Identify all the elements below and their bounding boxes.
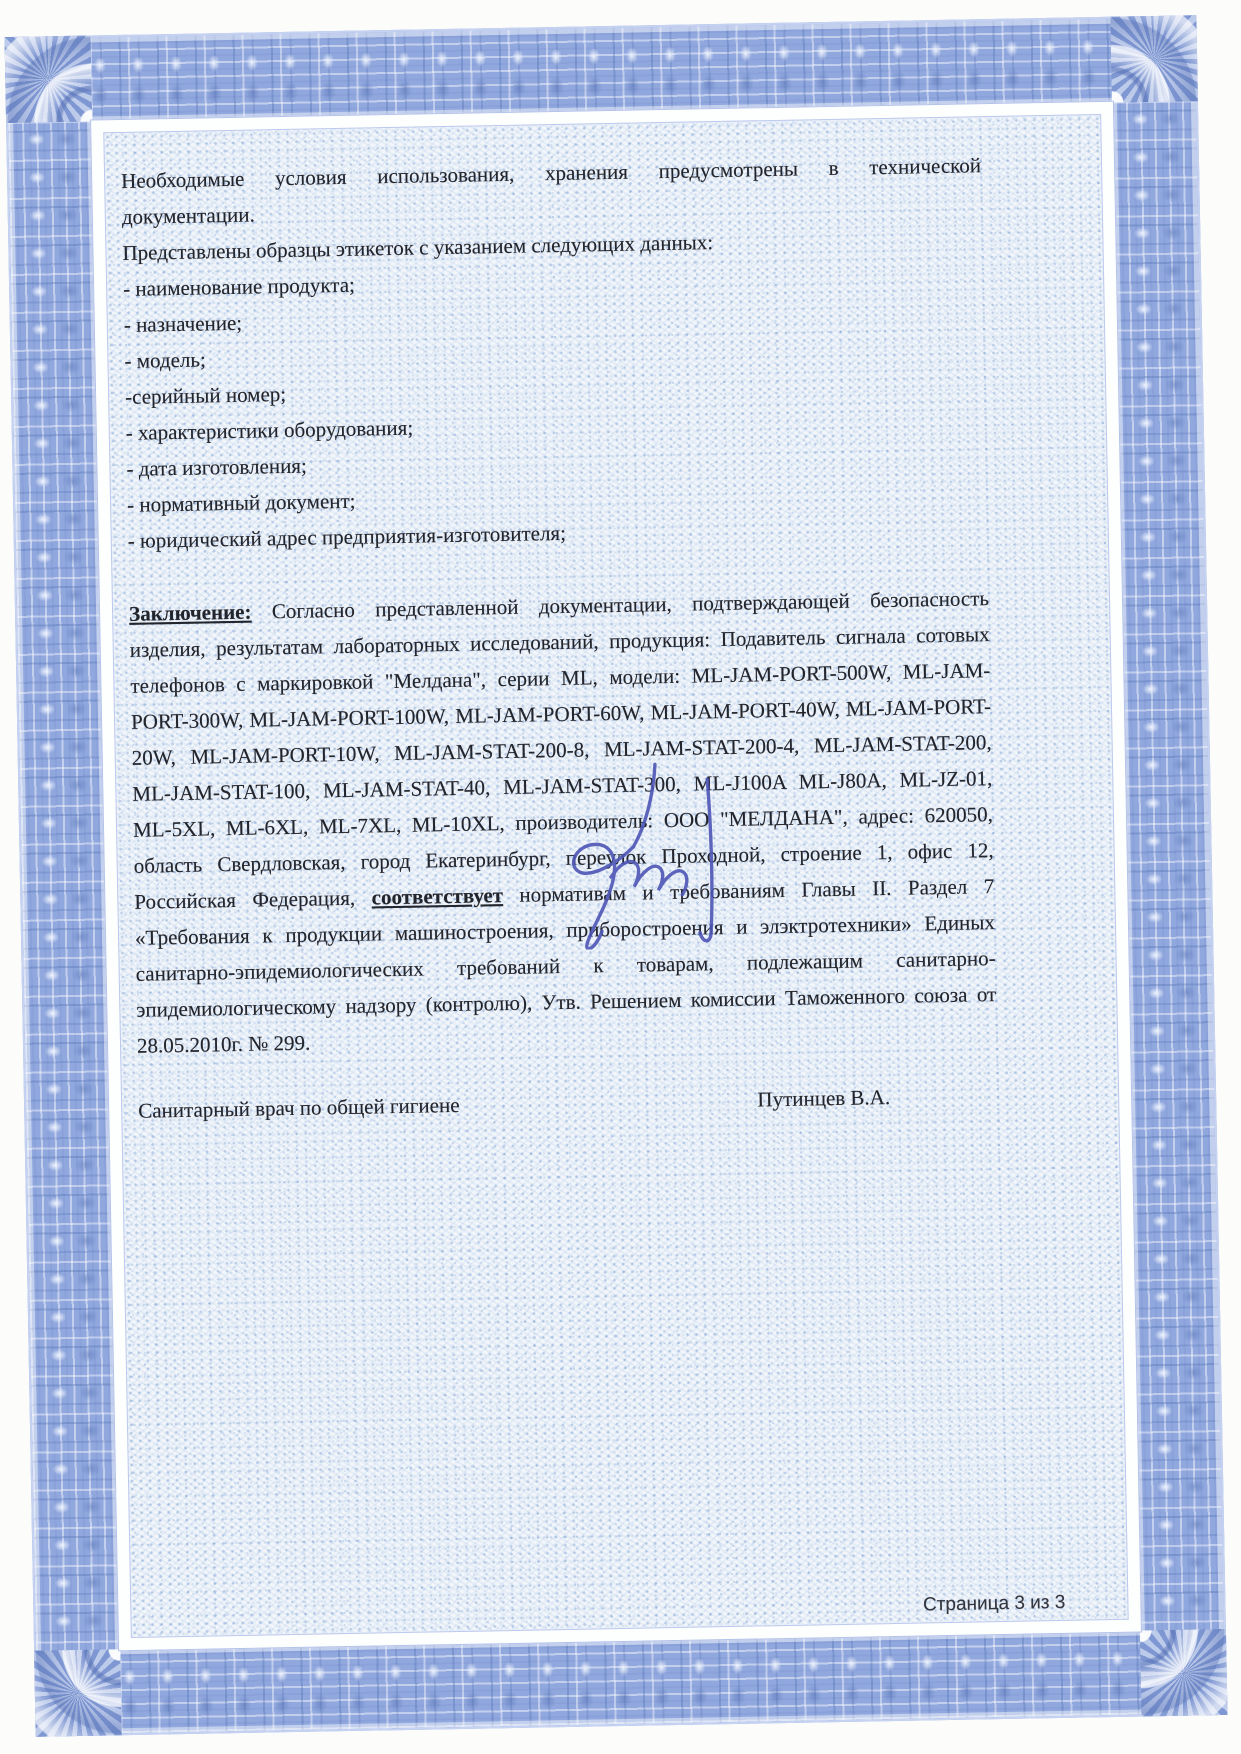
list-item: - дата изготовления;	[126, 453, 308, 481]
labels-intro-paragraph: Представлены образцы этикеток с указанием следующих данных:	[122, 230, 714, 265]
document-field	[103, 114, 1128, 1638]
conclusion-heading: Заключение:	[128, 599, 252, 626]
corner-ornament-top-left	[5, 35, 93, 123]
signatory-role: Санитарный врач по общей гигиене	[138, 1092, 460, 1123]
corner-ornament-top-right	[1110, 15, 1198, 103]
page-number: Страница 3 из 3	[922, 1591, 1066, 1616]
list-item: - назначение;	[123, 310, 243, 337]
conclusion-body-text-after: нормативам и требованиям Главы II. Раздел 7 «Требования к продукции машиностроения, приборостроения и элэктротехники» Единых санитарно-эпидемиологических требований к товарам, подлежащим санитарно-эпидемиологическому надзору (контролю), Утв. Решением комиссии Таможенного союза от 28.05.2010г. № 299.	[134, 874, 997, 1058]
compliance-emphasis: соответствует	[371, 883, 504, 910]
intro-paragraph: Необходимые условия использования, хранения предусмотрены в технической документации.	[120, 153, 982, 229]
list-item: - характеристики оборудования;	[125, 415, 414, 445]
list-item: - нормативный документ;	[126, 488, 356, 517]
list-item: - наименование продукта;	[122, 272, 356, 301]
corner-ornament-bottom-left	[34, 1649, 122, 1737]
list-item: -серийный номер;	[124, 381, 287, 409]
document-text-column	[104, 115, 1118, 1129]
list-item: - модель;	[124, 347, 207, 373]
labels-list	[123, 255, 988, 559]
signatory-name: Путинцев В.А.	[757, 1085, 891, 1112]
certificate-page	[5, 15, 1228, 1737]
signature-block	[138, 1077, 999, 1129]
list-item: - юридический адрес предприятия-изготовителя;	[127, 520, 567, 553]
corner-ornament-bottom-right	[1140, 1629, 1228, 1717]
handwritten-signature	[514, 757, 747, 951]
conclusion-body-text: Согласно представленной документации, подтверждающей безопасность изделия, результатам лабораторных исследований, продукция: Подавитель сигнала сотовых телефонов с маркировкой "Мелдана", серии ML, модели: ML-JAM-PORT-500W, ML-JAM-PORT-300W, ML-JAM-PORT-100W, ML-JAM-PORT-60W, ML-JAM-PORT-40W, ML-JAM-PORT-20W, ML-JAM-PORT-10W, ML-JAM-STAT-200-8, ML-JAM-STAT-200-4, ML-JAM-STAT-200, ML-JAM-STAT-100, ML-JAM-STAT-40, ML-JAM-STAT-300, ML-J100A ML-J80A, ML-JZ-01, ML-5XL, ML-6XL, ML-7XL, ML-10XL, производитель: ООО "МЕЛДАНА", адрес: 620050, область Свердловская, город Екатеринбург, переулок Проходной, строение 1, офис 12, Российская Федерация,	[129, 586, 994, 914]
